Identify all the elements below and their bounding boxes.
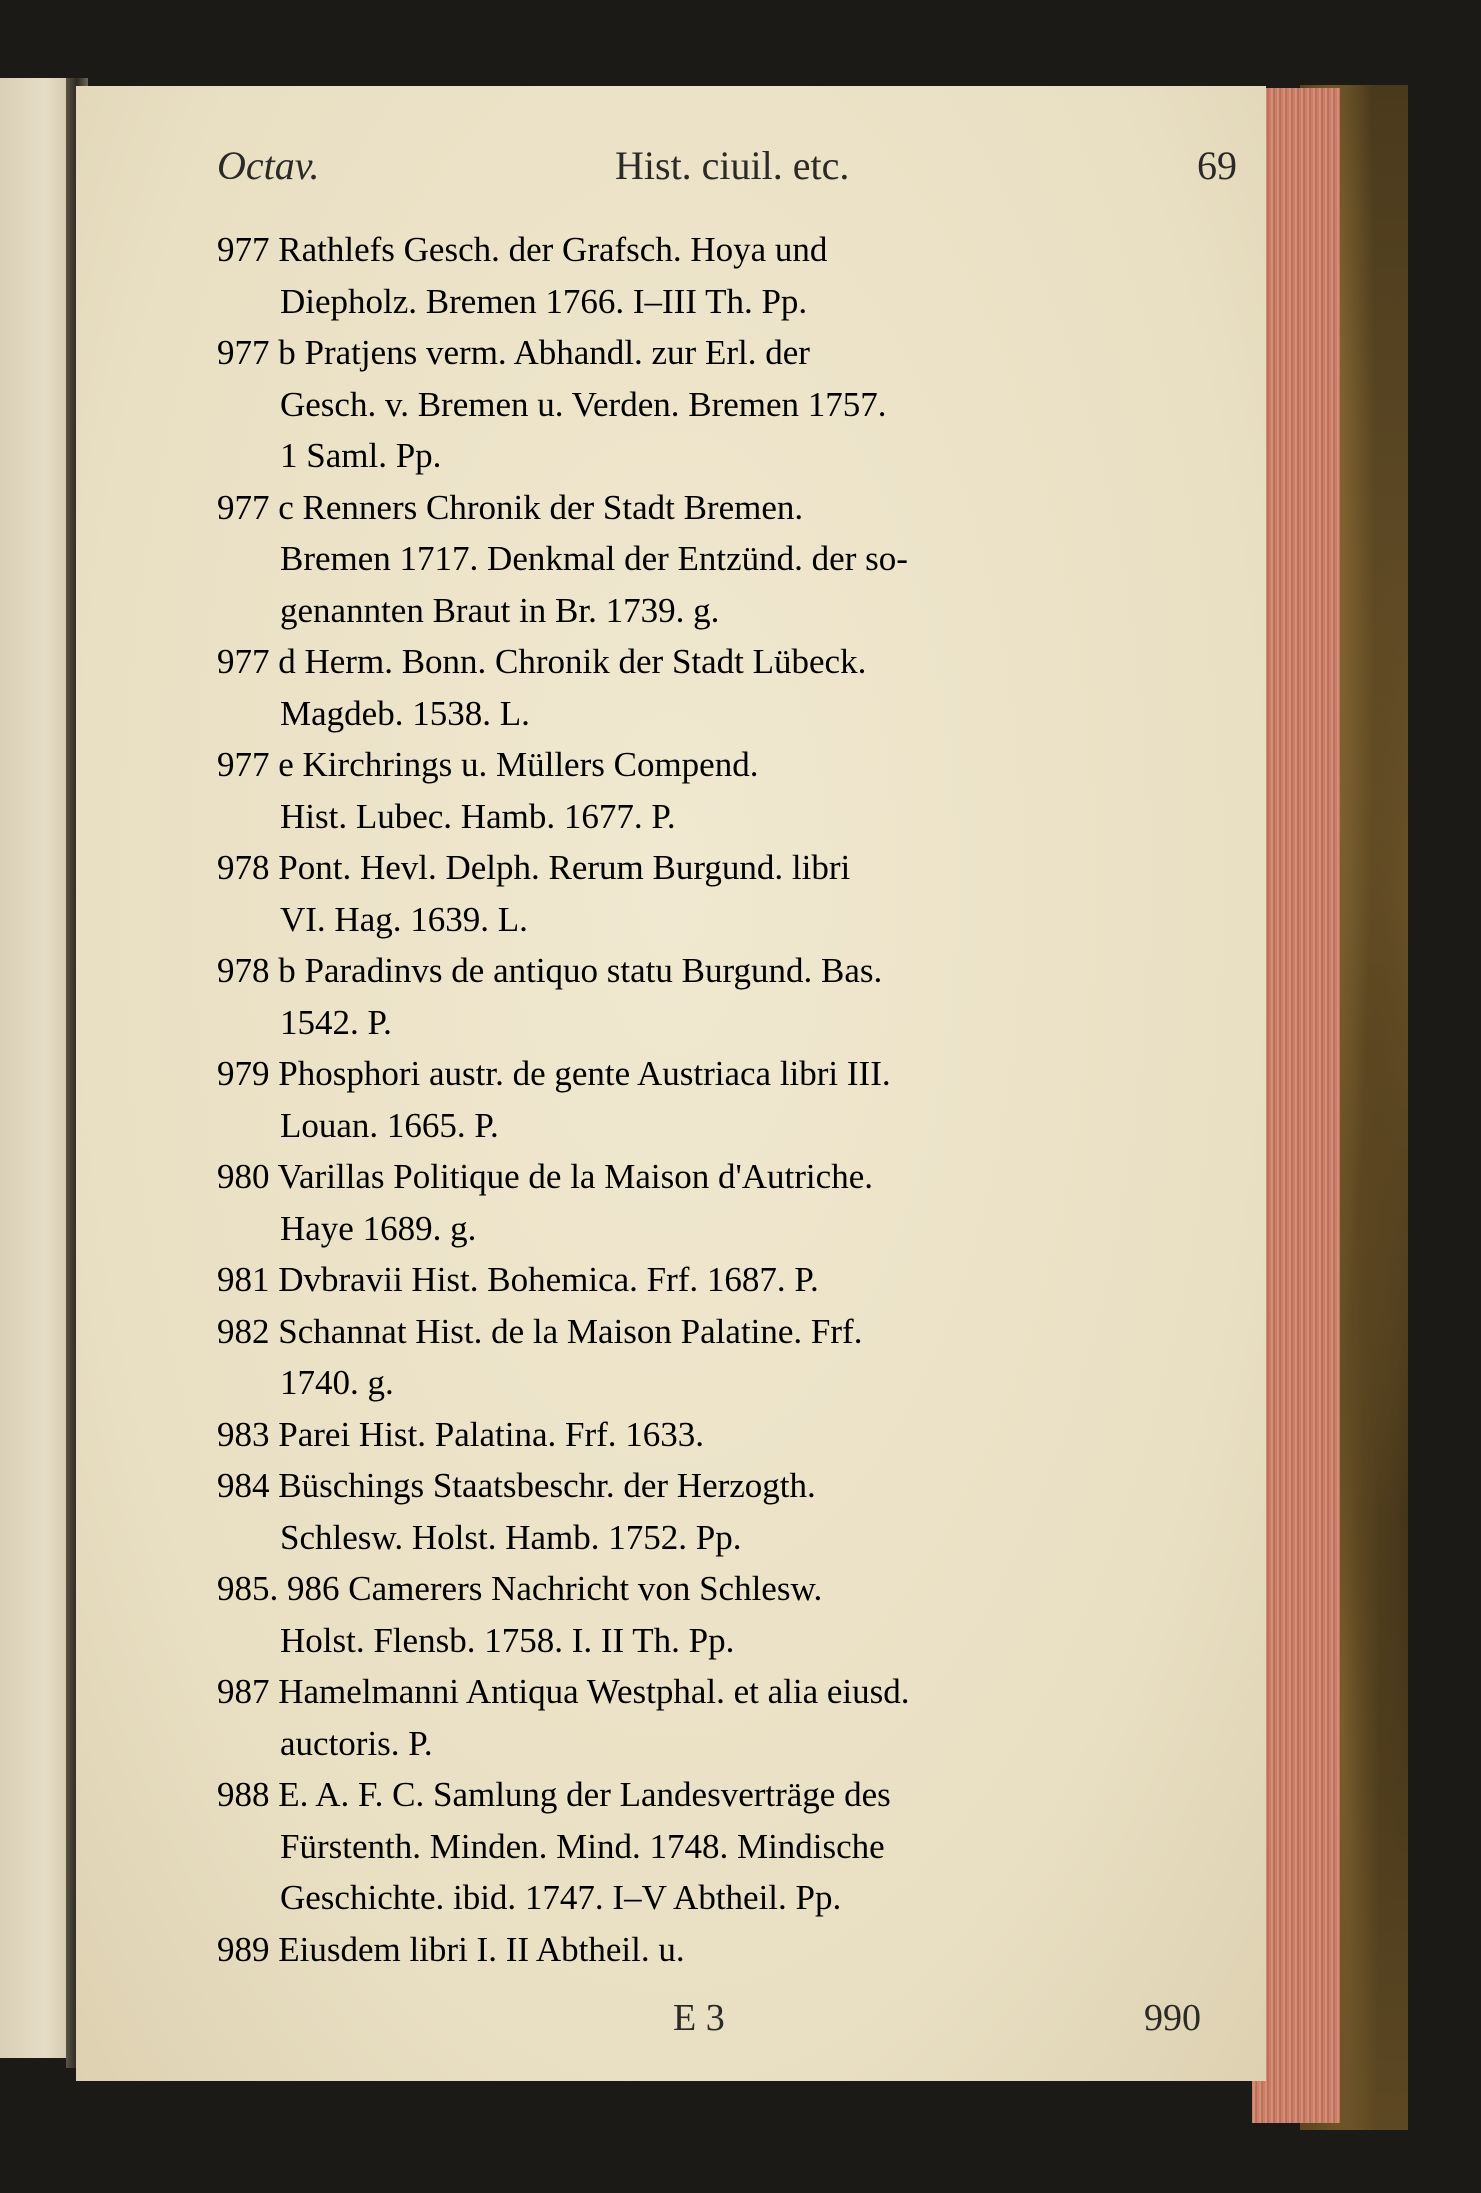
catalog-entries [217,224,1252,1975]
entry-first-line: 989 Eiusdem libri I. II Abtheil. u. [217,1929,685,1969]
catalog-entry [217,1151,1252,1254]
entry-continuation-line: Magdeb. 1538. L. [280,693,530,733]
catalog-entry [217,842,1252,945]
entry-first-line: 977 Rathlefs Gesch. der Grafsch. Hoya und [217,230,828,269]
entry-continuation-line: Holst. Flensb. 1758. I. II Th. Pp. [280,1620,735,1660]
entry-first-line: 981 Dvbravii Hist. Bohemica. Frf. 1687. P. [217,1260,819,1299]
catalog-entry [217,1666,1252,1769]
entry-continuation-line: Louan. 1665. P. [280,1105,499,1145]
entry-continuation-line: genannten Braut in Br. 1739. g. [280,590,720,630]
catalog-entry [217,945,1252,1048]
page-number: 69 [1197,143,1237,188]
printed-page [76,86,1266,2081]
running-header [217,142,1247,212]
entry-continuation-line: Hist. Lubec. Hamb. 1677. P. [280,796,676,836]
catalog-entry [217,636,1252,739]
catalog-entry [217,1409,1252,1461]
entry-first-line: 977 d Herm. Bonn. Chronik der Stadt Lübeck. [217,642,867,681]
entry-continuation-line: Haye 1689. g. [280,1208,477,1248]
catalog-entry [217,1048,1252,1151]
catalog-entry [217,739,1252,842]
catalog-entry [217,1563,1252,1666]
catalog-entry [217,1769,1252,1924]
entry-first-line: 980 Varillas Politique de la Maison d'Autriche. [217,1157,873,1196]
entry-continuation-line: VI. Hag. 1639. L. [280,899,528,939]
entry-continuation-line: Gesch. v. Bremen u. Verden. Bremen 1757. [280,384,887,424]
entry-first-line: 977 b Pratjens verm. Abhandl. zur Erl. der [217,333,810,372]
entry-first-line: 985. 986 Camerers Nachricht von Schlesw. [217,1569,823,1608]
entry-continuation-line: 1542. P. [280,1002,392,1042]
signature-mark: E 3 [673,1997,725,2039]
entry-first-line: 977 e Kirchrings u. Müllers Compend. [217,745,759,784]
entry-first-line: 988 E. A. F. C. Samlung der Landesverträge des [217,1775,891,1814]
entry-continuation-line: Fürstenth. Minden. Mind. 1748. Mindische [280,1826,885,1866]
left-facing-page [0,78,75,2058]
entry-first-line: 979 Phosphori austr. de gente Austriaca libri III. [217,1054,891,1093]
entry-continuation-line: auctoris. P. [280,1723,433,1763]
header-section-title: Hist. ciuil. etc. [615,143,850,188]
catalog-entry [217,1924,1252,1976]
entry-first-line: 978 Pont. Hevl. Delph. Rerum Burgund. libri [217,848,851,887]
catalog-entry [217,1254,1252,1306]
entry-continuation-line: Schlesw. Holst. Hamb. 1752. Pp. [280,1517,742,1557]
entry-first-line: 978 b Paradinvs de antiquo statu Burgund. Bas. [217,951,883,990]
entry-first-line: 983 Parei Hist. Palatina. Frf. 1633. [217,1414,705,1454]
entry-continuation-line: Geschichte. ibid. 1747. I–V Abtheil. Pp. [280,1878,842,1917]
entry-continuation-line: Bremen 1717. Denkmal der Entzünd. der so- [280,539,908,578]
entry-first-line: 982 Schannat Hist. de la Maison Palatine. Frf. [217,1311,863,1351]
entry-continuation-line: 1740. g. [280,1363,394,1402]
entry-continuation-line: Diepholz. Bremen 1766. I–III Th. Pp. [280,281,808,321]
catchword: 990 [1144,1997,1201,2039]
entry-first-line: 984 Büschings Staatsbeschr. der Herzogth. [217,1466,816,1505]
catalog-entry [217,1306,1252,1409]
entry-first-line: 977 c Renners Chronik der Stadt Bremen. [217,487,804,527]
catalog-entry [217,482,1252,637]
catalog-entry [217,224,1252,327]
catalog-entry [217,1460,1252,1563]
entry-first-line: 987 Hamelmanni Antiqua Westphal. et alia eiusd. [217,1672,910,1711]
entry-continuation-line: 1 Saml. Pp. [280,436,442,475]
header-format-label: Octav. [217,143,320,188]
catalog-entry [217,327,1252,482]
